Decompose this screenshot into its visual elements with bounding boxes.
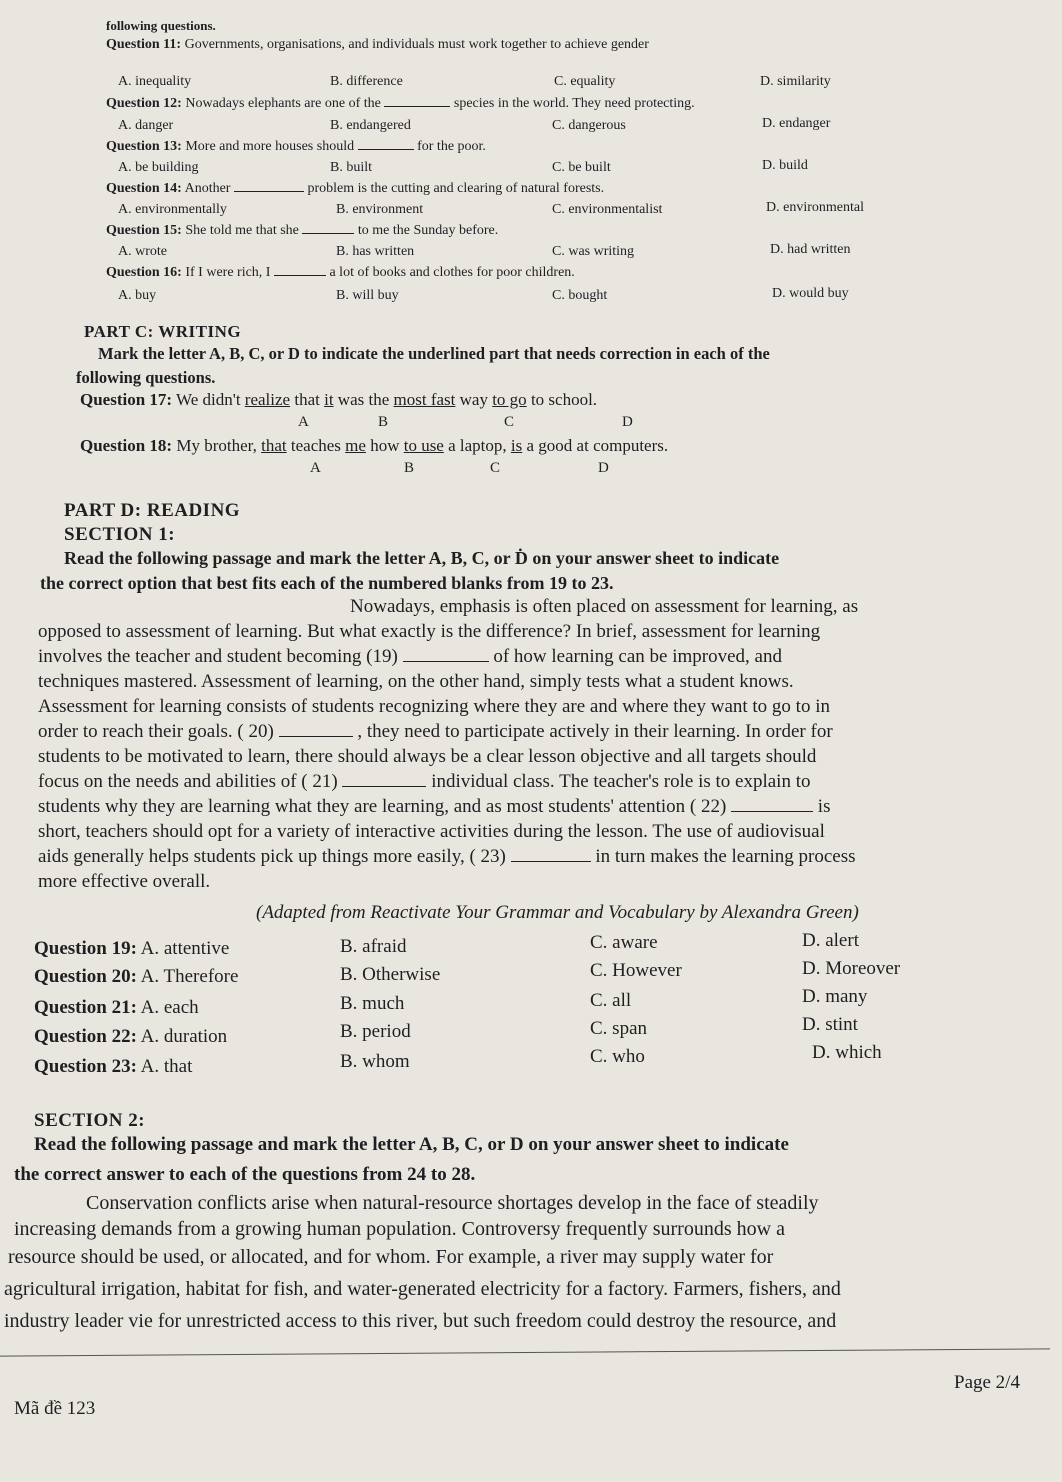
q18-label-a: A: [310, 460, 321, 476]
q21-option-c[interactable]: C. all: [590, 990, 632, 1011]
question-18: Question 18: My brother, that teaches me how to use a laptop, is a good at computers.: [80, 436, 669, 455]
section-2-instruction-1: Read the following passage and mark the letter A, B, C, or D on your answer sheet to indicate: [34, 1134, 789, 1155]
q12-option-b[interactable]: B. endangered: [330, 118, 411, 133]
q14-option-c[interactable]: C. environmentalist: [552, 202, 663, 217]
q17-underline-b[interactable]: it: [324, 390, 334, 409]
passage-1-source: (Adapted from Reactivate Your Grammar and Vocabulary by Alexandra Green): [256, 902, 859, 923]
q22-option-b[interactable]: B. period: [340, 1021, 411, 1042]
passage-1-line-3: involves the teacher and student becoming (19) of how learning can be improved, and: [38, 646, 782, 667]
part-d-heading: PART D: READING: [64, 500, 241, 521]
q14-option-d[interactable]: D. environmental: [766, 200, 864, 215]
question-21: Question 21: A. each: [34, 997, 199, 1018]
passage-1-line-5: Assessment for learning consists of students recognizing where they are and where they want to go to in: [38, 696, 830, 717]
intro-fragment: following questions.: [106, 18, 216, 33]
q23-option-d[interactable]: D. which: [812, 1042, 882, 1063]
q20-option-a[interactable]: A. Therefore: [140, 966, 239, 987]
passage-2-line-2: increasing demands from a growing human population. Controversy frequently surrounds how a: [14, 1218, 785, 1240]
section-2-instruction-2: the correct answer to each of the questions from 24 to 28.: [14, 1164, 476, 1185]
passage-2-line-3: resource should be used, or allocated, and for whom. For example, a river may supply water for: [8, 1246, 774, 1268]
passage-2-line-4: agricultural irrigation, habitat for fish, and water-generated electricity for a factory. Farmers, fishers, and: [4, 1278, 841, 1300]
q18-underline-a[interactable]: that: [261, 436, 287, 455]
q17-underline-d[interactable]: to go: [492, 390, 527, 409]
q20-option-d[interactable]: D. Moreover: [802, 958, 901, 979]
section-1-instruction-1: Read the following passage and mark the letter A, B, C, or Ḋ on your answer sheet to indicate: [64, 548, 780, 568]
q11-option-b[interactable]: B. difference: [330, 74, 403, 89]
passage-1-line-1: Nowadays, emphasis is often placed on assessment for learning, as: [350, 596, 859, 617]
q16-option-c[interactable]: C. bought: [552, 288, 608, 303]
q20-option-c[interactable]: C. However: [590, 960, 682, 981]
q17-label-c: C: [504, 414, 515, 430]
q13-option-a[interactable]: A. be building: [118, 160, 199, 175]
passage-1-line-8: focus on the needs and abilities of ( 21) individual class. The teacher's role is to explain to: [38, 771, 811, 792]
q19-option-d[interactable]: D. alert: [802, 930, 859, 951]
footer-divider: [0, 1348, 1050, 1356]
q23-option-a[interactable]: A. that: [140, 1056, 193, 1077]
q15-option-d[interactable]: D. had written: [770, 242, 851, 257]
q21-option-d[interactable]: D. many: [802, 986, 868, 1007]
q13-option-d[interactable]: D. build: [762, 158, 808, 173]
part-c-instruction-2: following questions.: [76, 368, 216, 387]
passage-1-line-11: aids generally helps students pick up things more easily, ( 23) in turn makes the learning process: [38, 846, 856, 867]
q13-option-c[interactable]: C. be built: [552, 160, 611, 175]
question-13: Question 13: More and more houses should for the poor.: [106, 139, 486, 154]
question-11: Question 11: Governments, organisations, and individuals must work together to achieve gender: [106, 37, 649, 52]
q21-option-a[interactable]: A. each: [140, 997, 199, 1018]
passage-1-line-9: students why they are learning what they are learning, and as most students' attention ( 22) is: [38, 796, 831, 817]
q17-label-d: D: [622, 414, 633, 430]
q16-option-a[interactable]: A. buy: [118, 288, 157, 303]
question-12: Question 12: Nowadays elephants are one of the species in the world. They need protecting.: [106, 96, 695, 111]
q18-label-c: C: [490, 460, 501, 476]
passage-1-line-12: more effective overall.: [38, 871, 211, 892]
question-19: Question 19: A. attentive: [34, 938, 230, 959]
q12-option-a[interactable]: A. danger: [118, 118, 174, 133]
part-c-instruction-1: Mark the letter A, B, C, or D to indicate the underlined part that needs correction in each of the: [98, 344, 770, 363]
q14-option-b[interactable]: B. environment: [336, 202, 424, 217]
page-number: Page 2/4: [954, 1372, 1020, 1393]
passage-1-line-6: order to reach their goals. ( 20) , they need to participate actively in their learning. In order for: [38, 721, 833, 742]
q18-label-b: B: [404, 460, 415, 476]
section-2-heading: SECTION 2:: [34, 1110, 146, 1131]
passage-2-line-5: industry leader vie for unrestricted access to this river, but such freedom could destroy the resource, and: [4, 1310, 837, 1332]
section-1-instruction-2: the correct option that best fits each of the numbered blanks from 19 to 23.: [40, 573, 614, 593]
question-20: Question 20: A. Therefore: [34, 966, 239, 987]
q11-option-d[interactable]: D. similarity: [760, 74, 831, 89]
q19-option-c[interactable]: C. aware: [590, 932, 658, 953]
question-23: Question 23: A. that: [34, 1056, 193, 1077]
q13-option-b[interactable]: B. built: [330, 160, 373, 175]
q17-underline-a[interactable]: realize: [244, 390, 291, 409]
q16-option-b[interactable]: B. will buy: [336, 288, 399, 303]
exam-code: Mã đề 123: [14, 1398, 96, 1419]
q11-option-a[interactable]: A. inequality: [118, 74, 192, 89]
q15-option-c[interactable]: C. was writing: [552, 244, 635, 259]
question-17: Question 17: We didn't realize that it was the most fast way to go to school.: [80, 390, 598, 409]
q18-underline-c[interactable]: to use: [403, 436, 444, 455]
q15-option-a[interactable]: A. wrote: [118, 244, 167, 259]
q19-option-a[interactable]: A. attentive: [140, 938, 230, 959]
q18-label-d: D: [598, 460, 609, 476]
part-c-heading: PART C: WRITING: [84, 322, 242, 341]
q14-option-a[interactable]: A. environmentally: [118, 202, 227, 217]
question-16: Question 16: If I were rich, I a lot of books and clothes for poor children.: [106, 265, 575, 280]
q23-option-c[interactable]: C. who: [590, 1046, 645, 1067]
q17-underline-c[interactable]: most fast: [393, 390, 456, 409]
q11-option-c[interactable]: C. equality: [554, 74, 616, 89]
q16-option-d[interactable]: D. would buy: [772, 286, 849, 301]
q19-option-b[interactable]: B. afraid: [340, 936, 407, 957]
q17-label-b: B: [378, 414, 389, 430]
q22-option-a[interactable]: A. duration: [140, 1026, 228, 1047]
q23-option-b[interactable]: B. whom: [340, 1051, 410, 1072]
passage-1-line-7: students to be motivated to learn, there should always be a clear lesson objective and all targets should: [38, 746, 817, 767]
passage-1-line-10: short, teachers should opt for a variety of interactive activities during the lesson. The use of audiovisual: [38, 821, 825, 842]
q21-option-b[interactable]: B. much: [340, 993, 405, 1014]
question-15: Question 15: She told me that she to me the Sunday before.: [106, 223, 499, 238]
passage-1-line-4: techniques mastered. Assessment of learning, on the other hand, simply tests what a student knows.: [38, 671, 794, 692]
q18-underline-b[interactable]: me: [345, 436, 366, 455]
passage-2-line-1: Conservation conflicts arise when natural-resource shortages develop in the face of steadily: [86, 1192, 819, 1214]
q17-label-a: A: [298, 414, 309, 430]
q15-option-b[interactable]: B. has written: [336, 244, 415, 259]
q20-option-b[interactable]: B. Otherwise: [340, 964, 441, 985]
q22-option-c[interactable]: C. span: [590, 1018, 647, 1039]
passage-1-line-2: opposed to assessment of learning. But what exactly is the difference? In brief, assessment for learning: [38, 621, 821, 642]
section-1-heading: SECTION 1:: [64, 524, 176, 545]
question-14: Question 14: Another problem is the cutting and clearing of natural forests.: [106, 181, 605, 196]
q12-option-c[interactable]: C. dangerous: [552, 118, 626, 133]
q12-option-d[interactable]: D. endanger: [762, 116, 831, 131]
q22-option-d[interactable]: D. stint: [802, 1014, 858, 1035]
q18-underline-d[interactable]: is: [510, 436, 523, 455]
question-22: Question 22: A. duration: [34, 1026, 228, 1047]
